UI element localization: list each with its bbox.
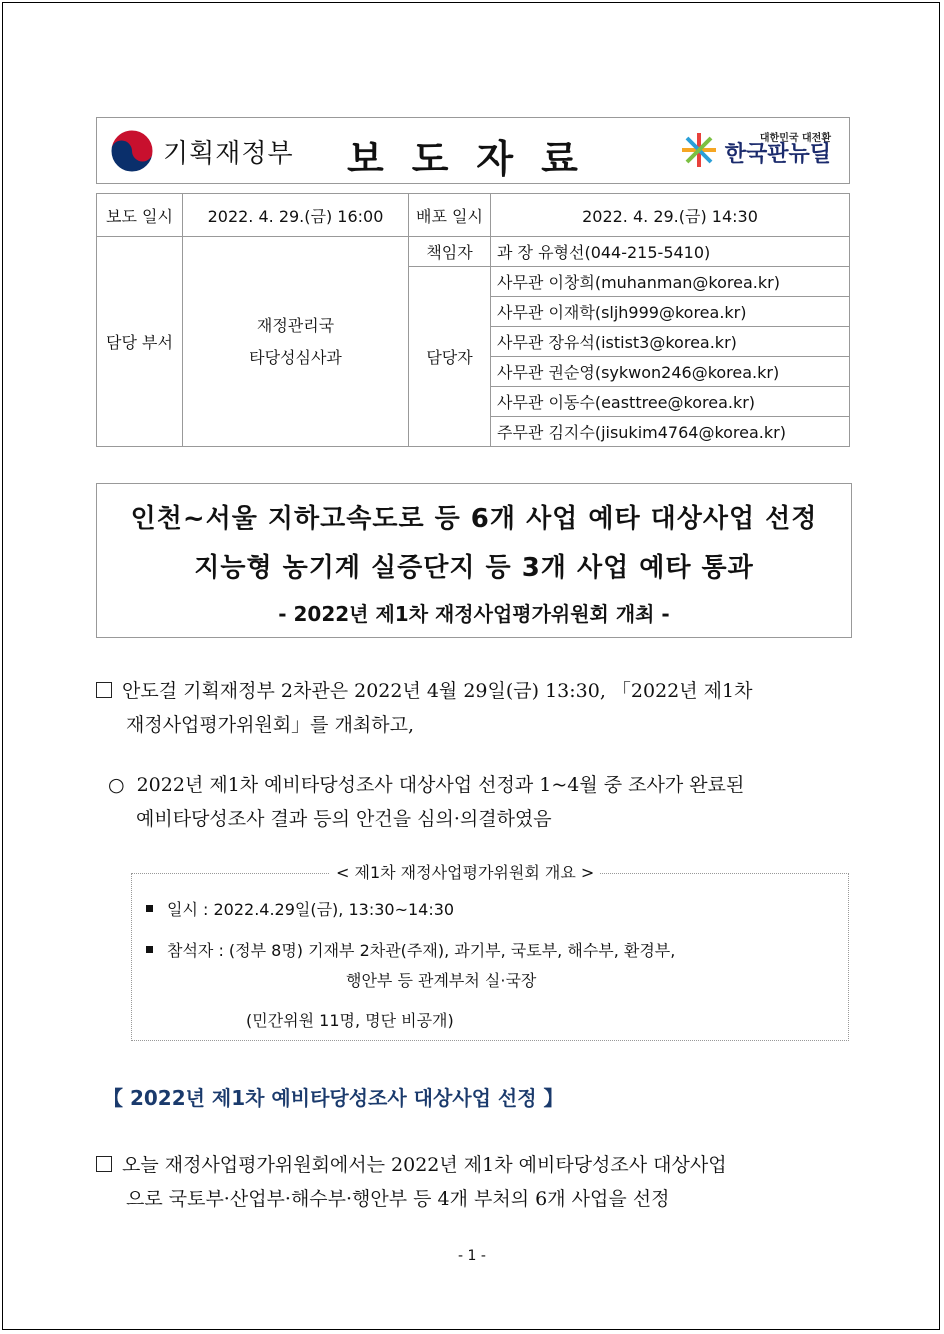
release-date-value: 2022. 4. 29.(금) 16:00 [183, 194, 409, 237]
headline-box [96, 483, 852, 638]
paragraph-2 [108, 768, 868, 836]
headline-main: 인천~서울 지하고속도로 등 6개 사업 예타 대상사업 선정 [130, 504, 818, 534]
new-deal-logo [679, 130, 831, 170]
press-release-title: 보도자료 [347, 137, 606, 181]
circle-bullet-icon: ○ [108, 774, 125, 796]
paragraph-3-line-1: 오늘 재정사업평가위원회에서는 2022년 제1차 예비타당성조사 대상사업 [122, 1154, 727, 1176]
overview-date: 일시 : 2022.4.29일(금), 13:30~14:30 [146, 897, 454, 920]
ministry-logo [109, 128, 294, 174]
staff-contact: 사무관 이동수(easttree@korea.kr) [491, 387, 850, 417]
paragraph-1 [96, 674, 856, 742]
paragraph-2-line-1: 2022년 제1차 예비타당성조사 대상사업 선정과 1~4월 중 조사가 완료된 [136, 774, 745, 796]
department-division: 타당성심사과 [249, 347, 342, 367]
square-bullet-icon [146, 946, 153, 953]
overview-attendees: 참석자 : (정부 8명) 기재부 2차관(주재), 과기부, 국토부, 해수부, 환경부, [146, 938, 675, 961]
staff-contact: 사무관 이재학(sljh999@korea.kr) [491, 297, 850, 327]
square-bullet-icon [146, 905, 153, 912]
headline-subtitle: - 2022년 제1차 재정사업평가위원회 개최 - [278, 602, 670, 626]
press-header [96, 117, 850, 184]
new-deal-subtitle: 대한민국 대전환 [759, 133, 831, 144]
staff-contact: 사무관 장유석(istist3@korea.kr) [491, 327, 850, 357]
responsible-person: 과 장 유형선(044-215-5410) [491, 237, 850, 267]
department-value [183, 237, 409, 447]
staff-contact: 주무관 김지수(jisukim4764@korea.kr) [491, 417, 850, 447]
paragraph-2-line-2: 예비타당성조사 결과 등의 안건을 심의·의결하였음 [136, 808, 552, 830]
distribution-date-label: 배포 일시 [409, 194, 491, 237]
release-date-label: 보도 일시 [97, 194, 183, 237]
paragraph-1-line-1: 안도걸 기획재정부 2차관은 2022년 4월 29일(금) 13:30, 「2022년 제1차 [122, 680, 753, 702]
distribution-date-value: 2022. 4. 29.(금) 14:30 [491, 194, 850, 237]
overview-private-members: (민간위원 11명, 명단 비공개) [246, 1011, 454, 1030]
staff-label: 담당자 [409, 267, 491, 447]
department-bureau: 재정관리국 [256, 315, 335, 335]
checkbox-square-icon [96, 1156, 112, 1172]
paragraph-3-line-2: 으로 국토부·산업부·해수부·행안부 등 4개 부처의 6개 사업을 선정 [126, 1188, 670, 1210]
staff-contact: 사무관 이창희(muhanman@korea.kr) [491, 267, 850, 297]
responsible-label: 책임자 [409, 237, 491, 267]
taegeuk-icon [109, 128, 155, 174]
department-label: 담당 부서 [97, 237, 183, 447]
new-deal-name: 한국판뉴딜 [724, 142, 831, 167]
page-number: - 1 - [458, 1248, 486, 1264]
section-heading: 【 2022년 제1차 예비타당성조사 대상사업 선정 】 [103, 1086, 564, 1110]
overview-attendees-line-2: 행안부 등 관계부처 실·국장 [346, 971, 537, 990]
headline-second: 지능형 농기계 실증단지 등 3개 사업 예타 통과 [194, 553, 754, 583]
checkbox-square-icon [96, 682, 112, 698]
new-deal-star-icon [679, 130, 719, 170]
overview-title: < 제1차 재정사업평가위원회 개요 > [330, 860, 600, 883]
paragraph-1-line-2: 재정사업평가위원회」를 개최하고, [126, 714, 415, 736]
release-info-table [96, 193, 850, 447]
ministry-name: 기획재정부 [163, 138, 294, 169]
staff-contact: 사무관 권순영(sykwon246@korea.kr) [491, 357, 850, 387]
paragraph-3 [96, 1148, 856, 1216]
